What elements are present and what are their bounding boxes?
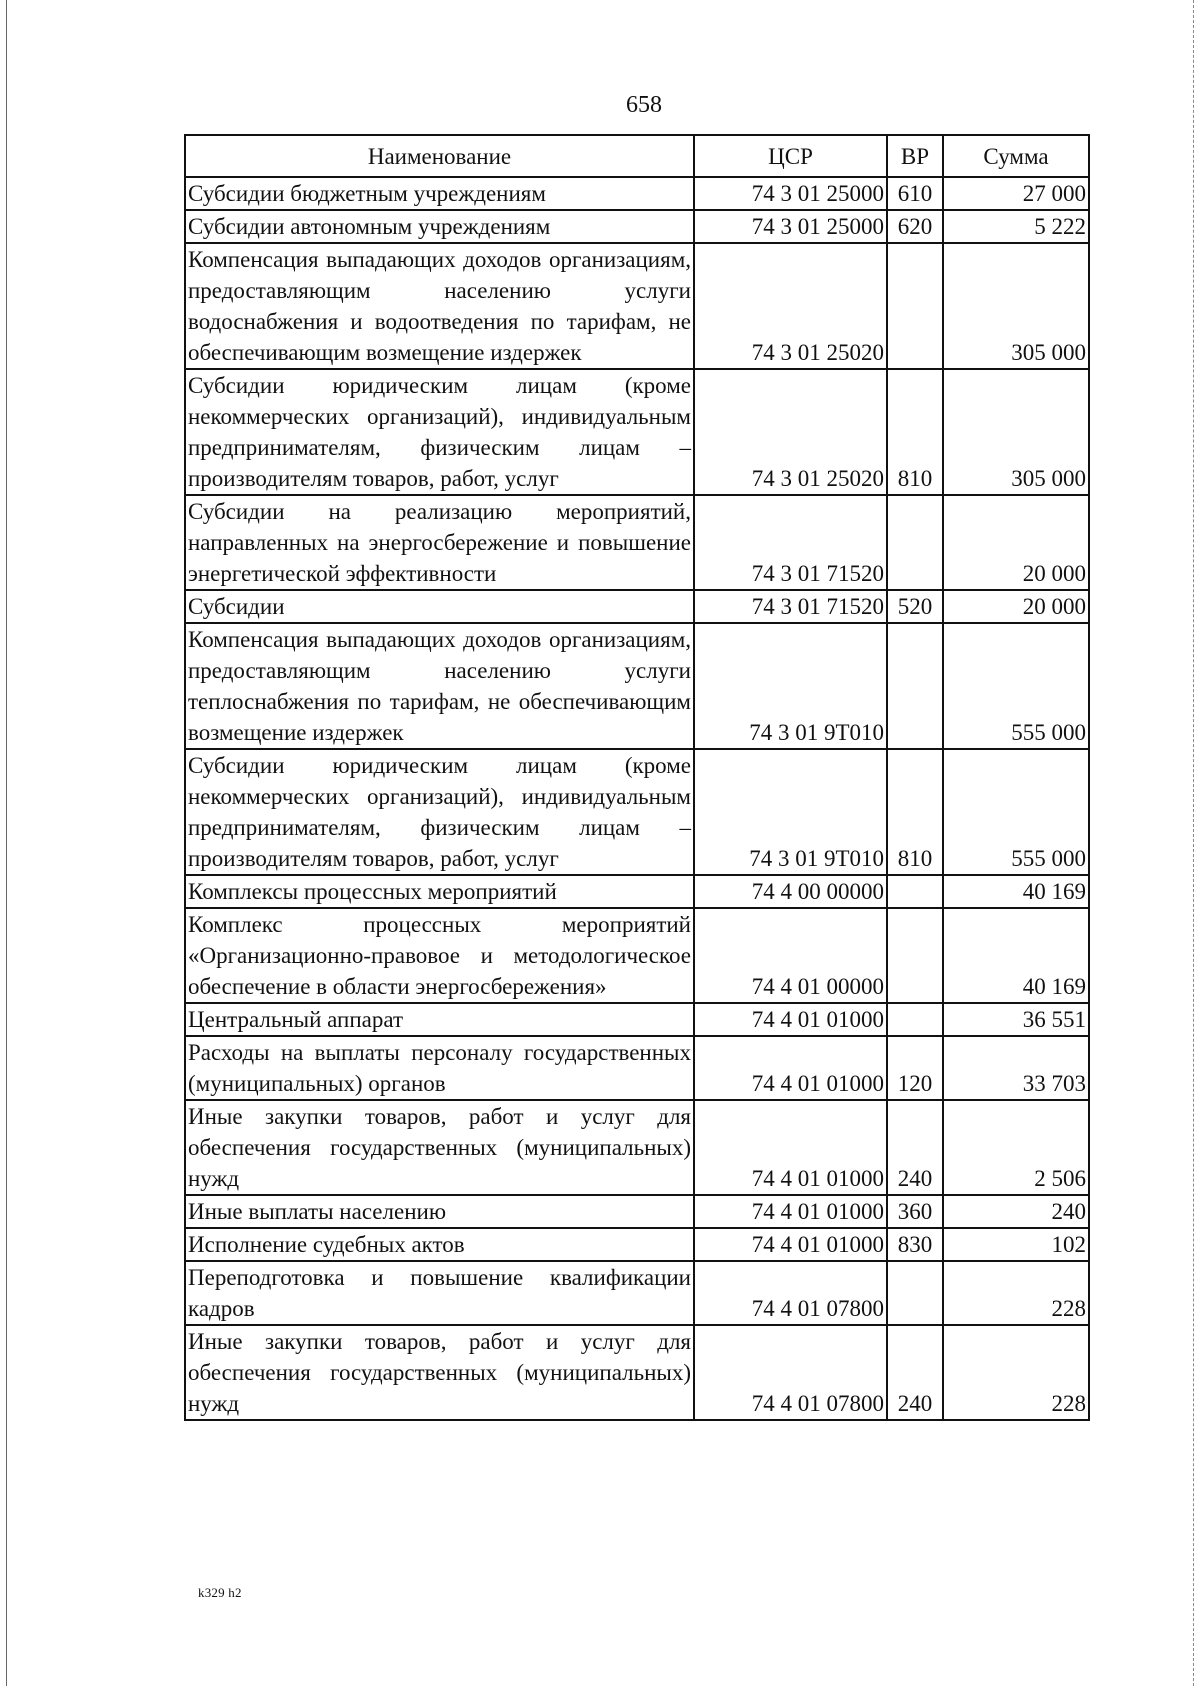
row-sum: 33 703 <box>943 1036 1089 1100</box>
budget-table <box>184 134 1090 1421</box>
row-code: 74 4 01 07800 <box>694 1261 887 1325</box>
table-row <box>185 1325 1089 1420</box>
row-code: 74 3 01 25000 <box>694 210 887 243</box>
row-sum: 305 000 <box>943 369 1089 495</box>
row-sum: 36 551 <box>943 1003 1089 1036</box>
row-code: 74 3 01 71520 <box>694 590 887 623</box>
table-header-row <box>185 135 1089 177</box>
column-header-vr: ВР <box>887 135 943 177</box>
row-code: 74 4 01 01000 <box>694 1100 887 1195</box>
row-code: 74 3 01 25020 <box>694 369 887 495</box>
row-code: 74 3 01 25000 <box>694 177 887 210</box>
row-vr: 120 <box>887 1036 943 1100</box>
row-sum: 555 000 <box>943 749 1089 875</box>
row-code: 74 4 01 07800 <box>694 1325 887 1420</box>
row-name: Исполнение судебных актов <box>185 1228 694 1261</box>
row-vr <box>887 243 943 369</box>
table-row <box>185 177 1089 210</box>
row-name: Субсидии на реализацию мероприятий, направленных на энергосбережение и повышение энергетической эффективности <box>185 495 694 590</box>
row-sum: 20 000 <box>943 590 1089 623</box>
row-vr: 520 <box>887 590 943 623</box>
table-row <box>185 1228 1089 1261</box>
page-edge-right <box>1193 0 1194 1686</box>
row-name: Субсидии автономным учреждениям <box>185 210 694 243</box>
row-sum: 240 <box>943 1195 1089 1228</box>
row-vr <box>887 623 943 749</box>
row-name: Субсидии <box>185 590 694 623</box>
table-row <box>185 243 1089 369</box>
row-vr: 620 <box>887 210 943 243</box>
column-header-code: ЦСР <box>694 135 887 177</box>
row-sum: 5 222 <box>943 210 1089 243</box>
row-vr: 240 <box>887 1100 943 1195</box>
row-vr: 240 <box>887 1325 943 1420</box>
row-code: 74 3 01 71520 <box>694 495 887 590</box>
table-row <box>185 1261 1089 1325</box>
row-code: 74 3 01 25020 <box>694 243 887 369</box>
column-header-sum: Сумма <box>943 135 1089 177</box>
row-code: 74 3 01 9Т010 <box>694 623 887 749</box>
row-sum: 40 169 <box>943 908 1089 1003</box>
row-name: Компенсация выпадающих доходов организациям, предоставляющим населению услуги теплоснабжения по тарифам, не обеспечивающим возмещение издержек <box>185 623 694 749</box>
row-name: Переподготовка и повышение квалификации кадров <box>185 1261 694 1325</box>
page-edge-left <box>6 0 7 1686</box>
row-name: Центральный аппарат <box>185 1003 694 1036</box>
row-name: Иные выплаты населению <box>185 1195 694 1228</box>
table-row <box>185 1195 1089 1228</box>
row-vr <box>887 908 943 1003</box>
row-name: Субсидии юридическим лицам (кроме некоммерческих организаций), индивидуальным предпринимателям, физическим лицам – производителям товаров, работ, услуг <box>185 369 694 495</box>
row-vr: 610 <box>887 177 943 210</box>
page-number: 658 <box>626 92 662 118</box>
table-row <box>185 369 1089 495</box>
row-name: Расходы на выплаты персоналу государственных (муниципальных) органов <box>185 1036 694 1100</box>
row-code: 74 4 00 00000 <box>694 875 887 908</box>
row-vr <box>887 1003 943 1036</box>
row-name: Комплекс процессных мероприятий «Организационно-правовое и методологическое обеспечение в области энергосбережения» <box>185 908 694 1003</box>
table-row <box>185 908 1089 1003</box>
row-code: 74 4 01 01000 <box>694 1036 887 1100</box>
table-row <box>185 210 1089 243</box>
row-vr <box>887 495 943 590</box>
row-sum: 27 000 <box>943 177 1089 210</box>
table-row <box>185 875 1089 908</box>
row-sum: 102 <box>943 1228 1089 1261</box>
row-sum: 555 000 <box>943 623 1089 749</box>
row-code: 74 4 01 01000 <box>694 1003 887 1036</box>
row-vr: 360 <box>887 1195 943 1228</box>
row-code: 74 4 01 01000 <box>694 1195 887 1228</box>
row-sum: 40 169 <box>943 875 1089 908</box>
row-name: Субсидии юридическим лицам (кроме некоммерческих организаций), индивидуальным предпринимателям, физическим лицам – производителям товаров, работ, услуг <box>185 749 694 875</box>
row-sum: 228 <box>943 1261 1089 1325</box>
row-vr: 830 <box>887 1228 943 1261</box>
row-code: 74 3 01 9Т010 <box>694 749 887 875</box>
table-row <box>185 590 1089 623</box>
row-code: 74 4 01 01000 <box>694 1228 887 1261</box>
column-header-name: Наименование <box>185 135 694 177</box>
row-vr: 810 <box>887 749 943 875</box>
row-vr <box>887 1261 943 1325</box>
table-row <box>185 1100 1089 1195</box>
table-row <box>185 495 1089 590</box>
table-row <box>185 1036 1089 1100</box>
row-name: Комплексы процессных мероприятий <box>185 875 694 908</box>
row-vr: 810 <box>887 369 943 495</box>
row-sum: 305 000 <box>943 243 1089 369</box>
row-code: 74 4 01 00000 <box>694 908 887 1003</box>
document-code: k329 h2 <box>198 1585 242 1600</box>
row-name: Субсидии бюджетным учреждениям <box>185 177 694 210</box>
row-sum: 2 506 <box>943 1100 1089 1195</box>
row-name: Компенсация выпадающих доходов организациям, предоставляющим населению услуги водоснабжения и водоотведения по тарифам, не обеспечивающим возмещение издержек <box>185 243 694 369</box>
table-row <box>185 1003 1089 1036</box>
table-row <box>185 623 1089 749</box>
row-name: Иные закупки товаров, работ и услуг для обеспечения государственных (муниципальных) нужд <box>185 1100 694 1195</box>
row-sum: 228 <box>943 1325 1089 1420</box>
row-name: Иные закупки товаров, работ и услуг для обеспечения государственных (муниципальных) нужд <box>185 1325 694 1420</box>
table-row <box>185 749 1089 875</box>
row-vr <box>887 875 943 908</box>
row-sum: 20 000 <box>943 495 1089 590</box>
